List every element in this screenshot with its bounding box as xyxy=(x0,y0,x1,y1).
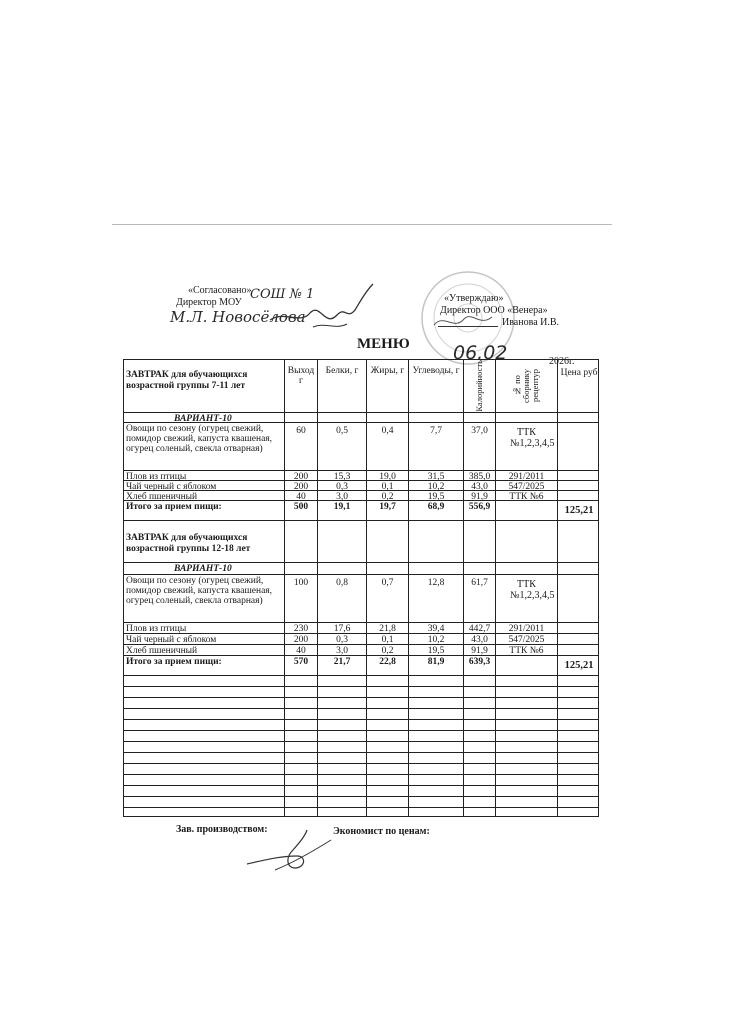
dish-output: 200 xyxy=(284,634,317,644)
footer-production-head: Зав. производством: xyxy=(176,824,268,835)
header-calories: Калорийность xyxy=(463,360,495,412)
dish-calories: 37,0 xyxy=(463,423,495,470)
footer-economist: Экономист по ценам: xyxy=(333,826,430,837)
table-row xyxy=(124,644,598,655)
dish-fat: 0,4 xyxy=(366,423,408,470)
dish-fat: 0,2 xyxy=(366,645,408,655)
table-row xyxy=(124,622,598,633)
total-label: Итого за прием пищи: xyxy=(126,657,222,667)
dish-name: Плов из птицы xyxy=(126,624,187,633)
dish-name: Овощи по сезону (огурец свежий, помидор свежий, капуста квашеная, огурец соленый, свекла отварная) xyxy=(126,576,273,606)
dish-fat: 19,0 xyxy=(366,471,408,480)
header-recipe: № по сборнику рецептур xyxy=(495,360,557,412)
approval-left-label: «Согласовано» xyxy=(188,285,252,296)
dish-fat: 0,1 xyxy=(366,481,408,490)
table-row xyxy=(124,422,598,470)
scan-edge-line xyxy=(112,224,612,225)
approval-left-name-handwritten: М.Л. Новосёлова xyxy=(170,308,306,326)
dish-recipe: 547/2025 xyxy=(495,634,557,644)
dish-calories: 91,9 xyxy=(463,491,495,500)
dish-calories: 442,7 xyxy=(463,623,495,633)
header-output: Выход г xyxy=(284,360,317,412)
empty-row xyxy=(124,675,598,686)
total-label: Итого за прием пищи: xyxy=(126,502,222,512)
dish-carbs: 10,2 xyxy=(408,481,463,490)
total-price: 125,21 xyxy=(557,501,600,520)
total-calories: 556,9 xyxy=(463,501,495,520)
dish-protein: 3,0 xyxy=(317,645,366,655)
table-row xyxy=(124,490,598,500)
date-year: 2026г. xyxy=(549,356,575,367)
dish-recipe: 291/2011 xyxy=(495,471,557,480)
section2-variant: ВАРИАНТ-10 xyxy=(174,564,232,574)
dish-protein: 3,0 xyxy=(317,491,366,500)
total-fat: 22,8 xyxy=(366,656,408,675)
dish-protein: 0,8 xyxy=(317,575,366,622)
empty-row xyxy=(124,774,598,785)
approval-left-position: Директор МОУ xyxy=(176,297,242,308)
menu-table xyxy=(123,359,599,817)
dish-recipe: ТТК №1,2,3,4,5 xyxy=(495,423,557,470)
total-fat: 19,7 xyxy=(366,501,408,520)
empty-row xyxy=(124,785,598,796)
header-price: Цена руб xyxy=(557,360,600,412)
total-protein: 21,7 xyxy=(317,656,366,675)
dish-fat: 21,8 xyxy=(366,623,408,633)
dish-output: 60 xyxy=(284,423,317,470)
table-row xyxy=(124,470,598,480)
total-output: 500 xyxy=(284,501,317,520)
header-protein: Белки, г xyxy=(317,360,366,412)
section1-variant: ВАРИАНТ-10 xyxy=(174,414,232,422)
director-signature-left xyxy=(265,280,380,340)
dish-fat: 0,1 xyxy=(366,634,408,644)
table-header-row xyxy=(124,360,598,412)
dish-calories: 385,0 xyxy=(463,471,495,480)
dish-output: 40 xyxy=(284,491,317,500)
empty-row xyxy=(124,763,598,774)
total-carbs: 68,9 xyxy=(408,501,463,520)
empty-row xyxy=(124,796,598,807)
dish-carbs: 10,2 xyxy=(408,634,463,644)
dish-protein: 15,3 xyxy=(317,471,366,480)
production-head-signature xyxy=(245,826,335,876)
dish-name: Овощи по сезону (огурец свежий, помидор свежий, капуста квашеная, огурец соленый, свекла отварная) xyxy=(126,424,273,454)
table-row xyxy=(124,633,598,644)
empty-row xyxy=(124,686,598,697)
section1-variant-row xyxy=(124,412,598,422)
dish-protein: 0,3 xyxy=(317,481,366,490)
dish-recipe: ТТК №1,2,3,4,5 xyxy=(495,575,557,622)
dish-name: Плов из птицы xyxy=(126,472,187,480)
total-protein: 19,1 xyxy=(317,501,366,520)
dish-recipe: 291/2011 xyxy=(495,623,557,633)
dish-protein: 0,5 xyxy=(317,423,366,470)
empty-row xyxy=(124,730,598,741)
total-price: 125,21 xyxy=(557,656,600,675)
empty-row xyxy=(124,708,598,719)
page-title: МЕНЮ xyxy=(357,336,410,352)
dish-output: 100 xyxy=(284,575,317,622)
approval-right-position: Директор ООО «Венера» xyxy=(440,305,548,316)
section2-title-row xyxy=(124,520,598,562)
approval-right-label: «Утверждаю» xyxy=(444,293,504,304)
empty-row xyxy=(124,807,598,817)
section2-variant-row xyxy=(124,562,598,574)
dish-calories: 43,0 xyxy=(463,481,495,490)
dish-output: 200 xyxy=(284,471,317,480)
dish-carbs: 19,5 xyxy=(408,645,463,655)
dish-output: 200 xyxy=(284,481,317,490)
director-signature-right xyxy=(430,305,510,335)
dish-carbs: 31,5 xyxy=(408,471,463,480)
dish-recipe: ТТК №6 xyxy=(495,491,557,500)
dish-protein: 0,3 xyxy=(317,634,366,644)
approval-left-school-handwritten: СОШ № 1 xyxy=(250,287,315,302)
header-fat: Жиры, г xyxy=(366,360,408,412)
dish-fat: 0,7 xyxy=(366,575,408,622)
dish-protein: 17,6 xyxy=(317,623,366,633)
dish-name: Чай черный с яблоком xyxy=(126,482,217,490)
dish-calories: 61,7 xyxy=(463,575,495,622)
empty-row xyxy=(124,741,598,752)
approval-right-name: Иванова И.В. xyxy=(502,317,560,328)
total-carbs: 81,9 xyxy=(408,656,463,675)
dish-name: Хлеб пшеничный xyxy=(126,492,198,500)
dish-carbs: 7,7 xyxy=(408,423,463,470)
section2-total-row xyxy=(124,655,598,675)
dish-carbs: 19,5 xyxy=(408,491,463,500)
dish-recipe: 547/2025 xyxy=(495,481,557,490)
empty-row xyxy=(124,697,598,708)
dish-name: Чай черный с яблоком xyxy=(126,635,217,644)
total-output: 570 xyxy=(284,656,317,675)
dish-calories: 91,9 xyxy=(463,645,495,655)
section1-title: ЗАВТРАК для обучающихся возрастной группы 7-11 лет xyxy=(126,370,248,391)
total-calories: 639,3 xyxy=(463,656,495,675)
date-handwritten: 06.02 xyxy=(453,342,508,364)
dish-carbs: 39,4 xyxy=(408,623,463,633)
section1-total-row xyxy=(124,500,598,520)
table-row xyxy=(124,480,598,490)
table-row xyxy=(124,574,598,622)
dish-fat: 0,2 xyxy=(366,491,408,500)
dish-output: 230 xyxy=(284,623,317,633)
header-carbs: Углеводы, г xyxy=(408,360,463,412)
dish-recipe: ТТК №6 xyxy=(495,645,557,655)
section2-title: ЗАВТРАК для обучающихся возрастной группы 12-18 лет xyxy=(126,533,251,554)
dish-calories: 43,0 xyxy=(463,634,495,644)
dish-carbs: 12,8 xyxy=(408,575,463,622)
empty-row xyxy=(124,719,598,730)
dish-name: Хлеб пшеничный xyxy=(126,646,198,655)
dish-output: 40 xyxy=(284,645,317,655)
empty-row xyxy=(124,752,598,763)
